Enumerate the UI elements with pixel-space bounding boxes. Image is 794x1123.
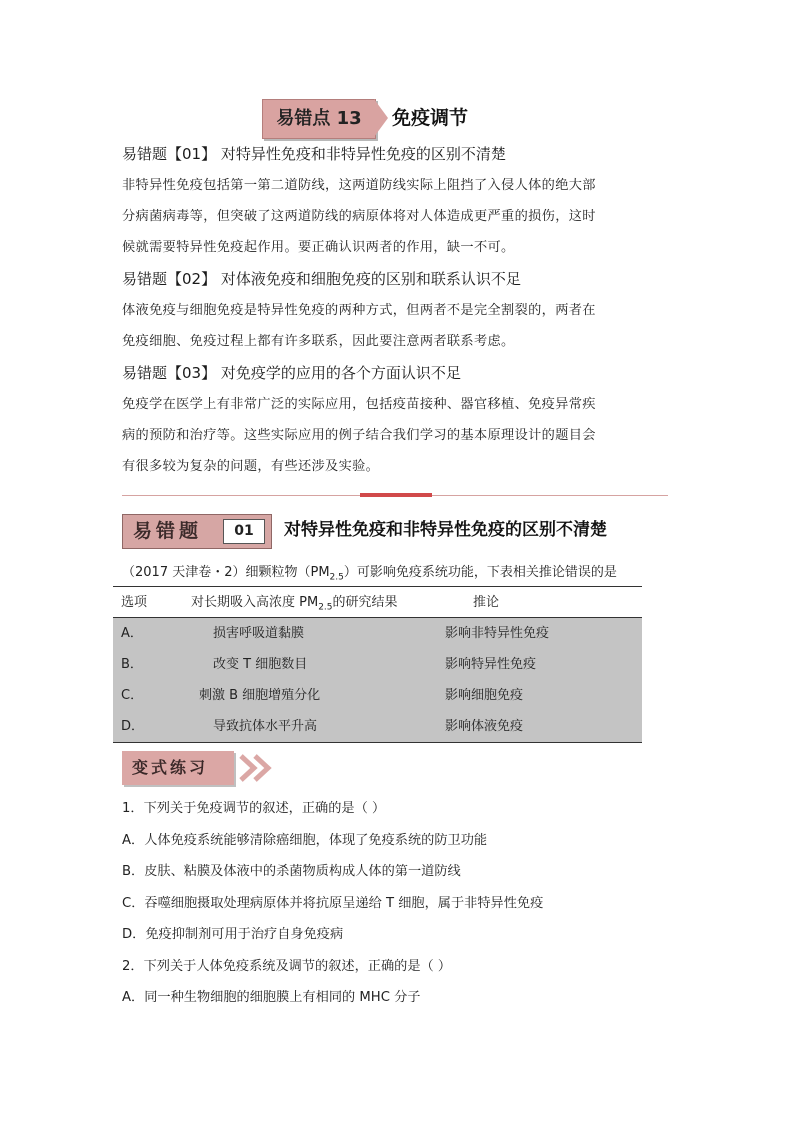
table-header-row <box>113 587 642 617</box>
list-item: B．皮肤、粘膜及体液中的杀菌物质构成人体的第一道防线 <box>122 864 461 879</box>
table-row <box>113 618 642 649</box>
error-explanation-02 <box>122 295 682 357</box>
section-number: 01 <box>223 519 265 544</box>
error-heading-03: 易错题【03】 对免疫学的应用的各个方面认识不足 <box>122 364 461 382</box>
error-heading-02: 易错题【02】 对体液免疫和细胞免疫的区别和联系认识不足 <box>122 270 521 288</box>
table-row <box>113 649 642 680</box>
paragraph-line: 非特异性免疫包括第一第二道防线，这两道防线实际上阻挡了入侵人体的绝大部 <box>122 178 596 193</box>
table-header-result-subscript: 2.5 <box>318 602 333 613</box>
table-cell-option: A． <box>121 626 143 641</box>
list-item: A．人体免疫系统能够清除癌细胞，体现了免疫系统的防卫功能 <box>122 832 488 848</box>
table-cell-inference: 影响细胞免疫 <box>445 688 524 703</box>
question-stem-subscript: 2.5 <box>329 572 344 583</box>
section-label: 易错题 <box>133 520 203 542</box>
table-cell-inference: 影响特异性免疫 <box>445 657 537 672</box>
table-header-result-suffix: 的研究结果 <box>332 595 398 610</box>
list-item: D．免疫抑制剂可用于治疗自身免疫病 <box>122 927 344 942</box>
practice-list <box>122 793 543 1014</box>
table-body <box>113 618 642 742</box>
table-row <box>113 711 642 742</box>
table-cell-result: 改变 T 细胞数目 <box>213 657 308 672</box>
paragraph-line: 体液免疫与细胞免疫是特异性免疫的两种方式，但两者不是完全割裂的，两者在 <box>122 303 596 318</box>
table-cell-option: D． <box>121 719 145 734</box>
list-item: 2．下列关于人体免疫系统及调节的叙述，正确的是（ ） <box>122 958 452 974</box>
practice-label: 变式练习 <box>122 751 234 785</box>
list-item: C．吞噬细胞摄取处理病原体并将抗原呈递给 T 细胞，属于非特异性免疫 <box>122 895 544 911</box>
paragraph-line: 免疫学在医学上有非常广泛的实际应用，包括疫苗接种、器官移植、免疫异常疾 <box>122 397 596 412</box>
title-badge: 易错点 13 <box>262 99 376 139</box>
divider-accent <box>360 493 432 497</box>
title-arrow-decoration <box>374 99 388 137</box>
paragraph-line: 候就需要特异性免疫起作用。要正确认识两者的作用，缺一不可。 <box>122 240 515 255</box>
error-explanation-01 <box>122 170 682 263</box>
table-bottom-rule <box>113 742 642 743</box>
table-header-result-prefix: 对长期吸入高浓度 PM <box>191 595 319 610</box>
table-cell-result: 损害呼吸道黏膜 <box>213 626 305 641</box>
table-cell-inference: 影响非特异性免疫 <box>445 626 550 641</box>
table-cell-inference: 影响体液免疫 <box>445 719 524 734</box>
table-header-inference: 推论 <box>473 595 500 610</box>
page-title <box>262 99 522 137</box>
list-item: 1．下列关于免疫调节的叙述，正确的是（ ） <box>122 801 386 816</box>
question-stem <box>122 561 617 583</box>
paragraph-line: 分病菌病毒等，但突破了这两道防线的病原体将对人体造成更严重的损伤，这时 <box>122 209 596 224</box>
table-row <box>113 680 642 711</box>
chevron-right-icon <box>252 754 272 782</box>
error-explanation-03 <box>122 389 682 482</box>
paragraph-line: 有很多较为复杂的问题，有些还涉及实验。 <box>122 459 380 474</box>
paragraph-line: 病的预防和治疗等。这些实际应用的例子结合我们学习的基本原理设计的题目会 <box>122 428 596 443</box>
question-stem-suffix: ）可影响免疫系统功能，下表相关推论错误的是 <box>343 565 617 580</box>
table-cell-result: 导致抗体水平升高 <box>213 719 318 734</box>
practice-banner <box>122 751 272 785</box>
question-stem-prefix: （2017 天津卷・2）细颗粒物（PM <box>122 565 330 580</box>
section-title: 对特异性免疫和非特异性免疫的区别不清楚 <box>284 520 607 540</box>
error-heading-01: 易错题【01】 对特异性免疫和非特异性免疫的区别不清楚 <box>122 145 506 163</box>
paragraph-line: 免疫细胞、免疫过程上都有许多联系，因此要注意两者联系考虑。 <box>122 334 515 349</box>
table-header-option: 选项 <box>121 595 148 610</box>
title-topic: 免疫调节 <box>392 107 469 129</box>
table-cell-option: B． <box>121 657 143 672</box>
table-cell-option: C． <box>121 688 144 703</box>
section-badge <box>122 514 272 549</box>
list-item: A．同一种生物细胞的细胞膜上有相同的 MHC 分子 <box>122 990 421 1005</box>
table-cell-result: 刺激 B 细胞增殖分化 <box>199 688 321 703</box>
